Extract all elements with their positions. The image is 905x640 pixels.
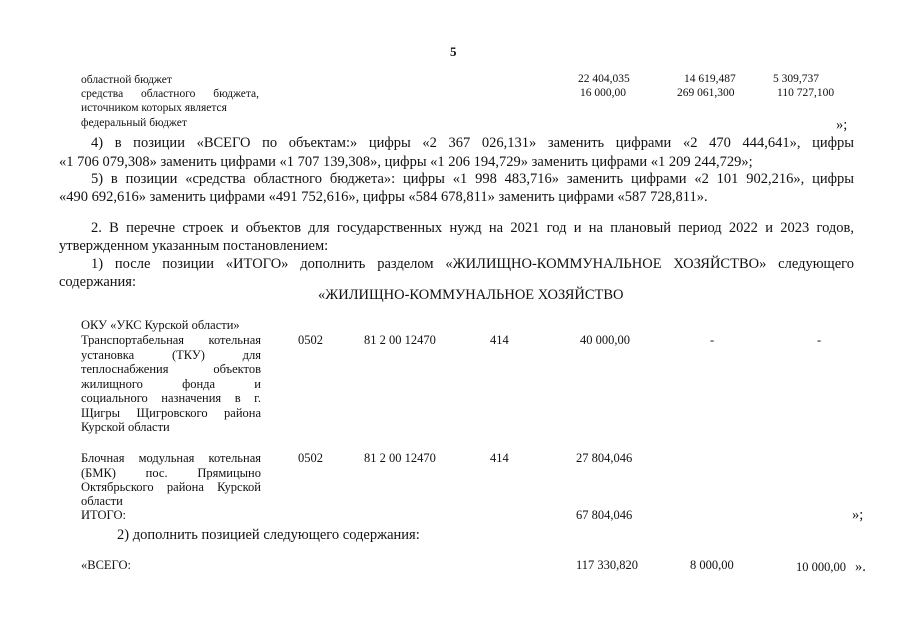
organization-name: ОКУ «УКС Курской области» — [81, 318, 240, 332]
amount-2021: 27 804,046 — [576, 451, 633, 465]
closing-quote: »; — [852, 507, 864, 523]
object-name-line: Транспортабельная котельная — [81, 333, 261, 347]
paragraph-5-line: «490 692,616» заменить цифрами «491 752,616», цифры «584 678,811» заменить цифрами «587 728,811». — [59, 189, 708, 205]
paragraph-2-line: 1) после позиции «ИТОГО» дополнить разделом «ЖИЛИЩНО-КОММУНАЛЬНОЕ ХОЗЯЙСТВО» следующего — [91, 256, 854, 272]
object-name-line: Щигры Щигровского района — [81, 406, 261, 420]
section-code: 0502 — [298, 333, 323, 347]
paragraph-2-line: утвержденном указанным постановлением: — [59, 238, 329, 254]
paragraph-4-line: «1 706 079,308» заменить цифрами «1 707 139,308», цифры «1 206 194,729» заменить цифрами «1 209 244,729»; — [59, 154, 753, 170]
paragraph-4-line: 4) в позиции «ВСЕГО по объектам:» цифры «2 367 026,131» заменить цифрами «2 470 444,641», цифры — [91, 135, 854, 151]
budget-row-value: 22 404,035 — [578, 73, 630, 85]
paragraph-5-line: 5) в позиции «средства областного бюджета»: цифры «1 998 483,716» заменить цифрами «2 101 902,216», цифры — [91, 171, 854, 187]
paragraph-2-line: 2. В перечне строек и объектов для государственных нужд на 2021 год и на плановый период 2022 и 2023 годов, — [91, 220, 854, 236]
object-name-line: области — [81, 494, 123, 508]
amount-2022: - — [710, 333, 715, 347]
section-title: «ЖИЛИЩНО-КОММУНАЛЬНОЕ ХОЗЯЙСТВО — [318, 287, 624, 303]
budget-row-value: 16 000,00 — [580, 87, 626, 99]
object-name-line: (БМК) пос. Прямицыно — [81, 466, 261, 480]
expense-type: 414 — [490, 451, 509, 465]
budget-row-value: 14 619,487 — [684, 73, 736, 85]
grand-total-value: 117 330,820 — [576, 558, 639, 572]
paragraph-2-line: содержания: — [59, 274, 137, 290]
target-code: 81 2 00 12470 — [364, 333, 436, 347]
object-name-line: теплоснабжения объектов — [81, 362, 261, 376]
object-name-line: Октябрьского района Курской — [81, 480, 261, 494]
object-name-line: жилищного фонда и — [81, 377, 261, 391]
closing-quote: ». — [855, 559, 866, 575]
budget-row-value: 269 061,300 — [677, 87, 735, 99]
closing-quote: »; — [836, 117, 848, 133]
grand-total-label: «ВСЕГО: — [81, 558, 131, 572]
budget-row-value: 5 309,737 — [773, 73, 819, 85]
budget-row-label: источником которых является — [81, 102, 227, 114]
object-name-line: Блочная модульная котельная — [81, 451, 261, 465]
object-name-line: установка (ТКУ) для — [81, 348, 261, 362]
grand-total-value: 10 000,00 — [796, 560, 846, 574]
page-number: 5 — [450, 44, 457, 59]
grand-total-value: 8 000,00 — [690, 558, 734, 572]
total-amount: 67 804,046 — [576, 508, 633, 522]
budget-row-value: 110 727,100 — [777, 87, 835, 99]
section-code: 0502 — [298, 451, 323, 465]
budget-row-label: средства областного бюджета, — [81, 88, 259, 100]
budget-row-label: областной бюджет — [81, 74, 172, 86]
target-code: 81 2 00 12470 — [364, 451, 436, 465]
expense-type: 414 — [490, 333, 509, 347]
total-label: ИТОГО: — [81, 508, 126, 522]
amount-2021: 40 000,00 — [580, 333, 630, 347]
object-name-line: Курской области — [81, 420, 170, 434]
amount-2023: - — [817, 333, 822, 347]
item-2-text: 2) дополнить позицией следующего содержания: — [117, 527, 420, 543]
budget-row-label: федеральный бюджет — [81, 117, 187, 129]
object-name-line: социального назначения в г. — [81, 391, 261, 405]
